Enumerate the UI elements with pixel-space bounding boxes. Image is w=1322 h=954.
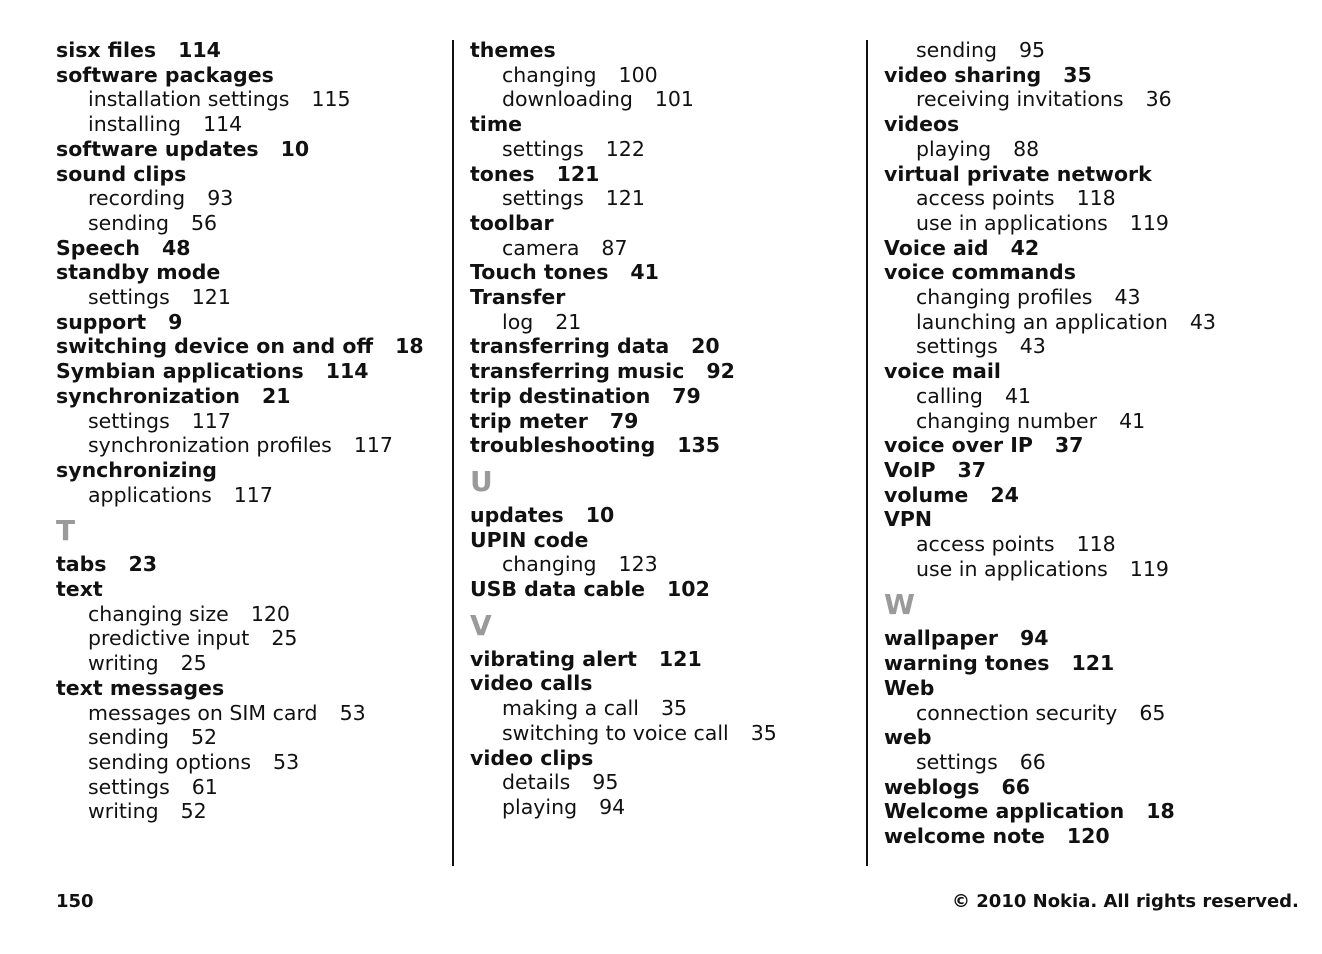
index-subentry: [56, 725, 446, 750]
page-reference: 66: [1001, 774, 1031, 799]
index-subentry: [470, 721, 860, 746]
index-term: applications: [88, 482, 212, 507]
index-entry: [56, 236, 446, 261]
index-term: launching an application: [916, 309, 1168, 334]
index-subentry: [470, 696, 860, 721]
index-term: transferring data: [470, 334, 670, 359]
index-term: sound clips: [56, 161, 187, 186]
page-reference: 92: [706, 359, 735, 384]
index-term: predictive input: [88, 626, 250, 651]
index-subentry: [884, 310, 1304, 335]
page-reference: 42: [1010, 235, 1040, 260]
page-reference: 121: [1071, 651, 1115, 676]
index-entry: [56, 63, 446, 88]
index-term: calling: [916, 383, 983, 408]
index-subentry: [884, 334, 1304, 359]
index-entry: [56, 137, 446, 162]
index-entry: [56, 577, 446, 602]
index-term: videos: [884, 112, 960, 137]
page-reference: 123: [618, 552, 658, 577]
page-reference: 41: [1119, 408, 1146, 433]
page-reference: 35: [1063, 62, 1092, 87]
index-entry: [470, 433, 860, 458]
index-term: tabs: [56, 552, 107, 577]
index-term: Speech: [56, 235, 140, 260]
page-reference: 25: [271, 626, 298, 651]
index-term: connection security: [916, 700, 1118, 725]
page-reference: 18: [1146, 799, 1175, 824]
page-reference: 114: [178, 38, 221, 62]
index-term: settings: [88, 285, 170, 310]
page-reference: 23: [128, 552, 158, 577]
page-reference: 35: [660, 696, 688, 721]
page-reference: 20: [691, 334, 720, 359]
index-term: changing: [502, 62, 597, 87]
index-term: camera: [502, 235, 580, 260]
index-entry: [56, 260, 446, 285]
index-term: synchronization profiles: [88, 433, 332, 458]
index-term: software packages: [56, 62, 274, 87]
index-term: troubleshooting: [470, 433, 656, 458]
index-term: downloading: [502, 87, 633, 112]
index-subentry: [884, 38, 1304, 63]
index-term: playing: [916, 136, 992, 161]
index-term: settings: [502, 136, 584, 161]
index-term: toolbar: [470, 210, 554, 235]
index-term: standby mode: [56, 260, 221, 285]
index-entry: [470, 359, 860, 384]
page-reference: 88: [1013, 136, 1040, 161]
index-entry: [884, 483, 1304, 508]
index-term: volume: [884, 482, 969, 507]
index-term: settings: [916, 334, 998, 359]
page-reference: 43: [1019, 334, 1046, 359]
index-term: Touch tones: [470, 260, 609, 285]
page-reference: 100: [618, 62, 658, 87]
index-term: receiving invitations: [916, 87, 1124, 112]
index-subentry: [56, 211, 446, 236]
index-subentry: [470, 63, 860, 88]
page-reference: 115: [311, 87, 351, 112]
index-term: vibrating alert: [470, 646, 637, 671]
index-term: access points: [916, 186, 1055, 211]
page-reference: 119: [1129, 556, 1169, 581]
section-letter: U: [470, 464, 493, 498]
page-reference: 119: [1129, 210, 1169, 235]
index-term: changing: [502, 552, 597, 577]
index-term: time: [470, 112, 523, 137]
index-subentry: [884, 557, 1304, 582]
index-subentry: [470, 310, 860, 335]
page-reference: 25: [180, 651, 207, 676]
index-term: settings: [502, 186, 584, 211]
page-reference: 135: [677, 433, 721, 458]
index-subentry: [56, 112, 446, 137]
index-term: changing profiles: [916, 285, 1093, 310]
index-subentry: [884, 409, 1304, 434]
page-reference: 122: [605, 136, 645, 161]
index-entry: [56, 162, 446, 187]
index-subentry: [56, 186, 446, 211]
index-term: USB data cable: [470, 577, 646, 602]
page-reference: 53: [339, 700, 366, 725]
index-entry: [56, 359, 446, 384]
index-term: sending options: [88, 749, 252, 774]
page-reference: 117: [353, 433, 393, 458]
index-subentry: [884, 285, 1304, 310]
index-entry: [470, 671, 860, 696]
index-entry: [884, 162, 1304, 187]
index-subentry: [56, 701, 446, 726]
index-term: playing: [502, 794, 578, 819]
index-entry: [470, 384, 860, 409]
index-subentry: [884, 137, 1304, 162]
index-entry: [470, 577, 860, 602]
index-subentry: [470, 770, 860, 795]
page-reference: 102: [667, 577, 710, 602]
index-column-2: [470, 38, 860, 820]
page-reference: 18: [395, 334, 424, 359]
index-term: writing: [88, 799, 159, 824]
index-term: VPN: [884, 507, 933, 532]
index-entry: [884, 458, 1304, 483]
index-subentry: [56, 799, 446, 824]
index-entry: [470, 746, 860, 771]
page-reference: 118: [1076, 532, 1116, 557]
index-term: text messages: [56, 675, 225, 700]
column-divider: [866, 40, 868, 866]
index-term: trip meter: [470, 408, 588, 433]
page-reference: 66: [1019, 749, 1046, 774]
index-entry: [56, 310, 446, 335]
page-reference: 9: [168, 309, 183, 334]
index-subentry: [884, 701, 1304, 726]
page-reference: 121: [605, 186, 645, 211]
index-entry: [884, 676, 1304, 701]
index-entry: [884, 433, 1304, 458]
index-term: sending: [88, 725, 169, 750]
index-term: settings: [88, 774, 170, 799]
page-reference: 52: [180, 799, 207, 824]
index-term: welcome note: [884, 824, 1045, 849]
page-reference: 93: [207, 186, 234, 211]
index-term: voice over IP: [884, 433, 1033, 458]
index-entry: [884, 63, 1304, 88]
index-entry: [884, 260, 1304, 285]
index-subentry: [884, 384, 1304, 409]
index-entry: [470, 334, 860, 359]
copyright-notice: © 2010 Nokia. All rights reserved.: [952, 891, 1299, 912]
index-term: video clips: [470, 745, 594, 770]
page-reference: 95: [1019, 38, 1046, 62]
index-term: text: [56, 577, 103, 602]
index-term: switching device on and off: [56, 334, 374, 359]
page-reference: 114: [203, 112, 243, 137]
index-term: Symbian applications: [56, 359, 304, 384]
index-entry: [884, 775, 1304, 800]
index-entry: [470, 112, 860, 137]
index-entry: [56, 676, 446, 701]
page-reference: 21: [262, 383, 291, 408]
column-divider: [452, 40, 454, 866]
index-term: virtual private network: [884, 161, 1152, 186]
index-term: use in applications: [916, 210, 1108, 235]
index-term: Voice aid: [884, 235, 989, 260]
index-term: tones: [470, 161, 535, 186]
index-subentry: [56, 433, 446, 458]
index-term: installing: [88, 112, 182, 137]
index-subentry: [56, 285, 446, 310]
page-reference: 120: [250, 601, 290, 626]
page-reference: 41: [630, 260, 659, 285]
page-reference: 87: [601, 235, 628, 260]
index-term: Transfer: [470, 285, 566, 310]
index-term: UPIN code: [470, 527, 589, 552]
page-reference: 37: [957, 457, 987, 482]
index-term: updates: [470, 502, 564, 527]
index-term: installation settings: [88, 87, 290, 112]
index-term: VoIP: [884, 457, 936, 482]
index-subentry: [884, 750, 1304, 775]
page-reference: 79: [609, 408, 639, 433]
section-letter: W: [884, 588, 915, 622]
index-entry: [884, 824, 1304, 849]
index-term: settings: [88, 408, 170, 433]
page-reference: 24: [990, 482, 1019, 507]
index-term: Welcome application: [884, 799, 1125, 824]
index-term: trip destination: [470, 383, 651, 408]
index-term: use in applications: [916, 556, 1108, 581]
index-subentry: [56, 409, 446, 434]
index-term: settings: [916, 749, 998, 774]
page-reference: 21: [555, 309, 582, 334]
page-reference: 114: [325, 359, 369, 384]
index-entry: [470, 260, 860, 285]
page-reference: 79: [672, 383, 701, 408]
page-reference: 41: [1004, 383, 1032, 408]
index-term: software updates: [56, 136, 259, 161]
index-column-1: [56, 38, 446, 824]
index-term: video calls: [470, 671, 593, 696]
index-subentry: [470, 552, 860, 577]
index-entry: [884, 725, 1304, 750]
index-entry: [470, 647, 860, 672]
page-reference: 65: [1139, 700, 1166, 725]
index-entry: [470, 211, 860, 236]
index-subentry: [470, 186, 860, 211]
page-reference: 121: [556, 161, 600, 186]
index-entry: [470, 38, 860, 63]
page-reference: 117: [191, 408, 231, 433]
index-term: voice mail: [884, 359, 1001, 384]
index-subentry: [56, 750, 446, 775]
page-reference: 101: [654, 87, 694, 112]
page-reference: 53: [273, 749, 300, 774]
index-entry: [56, 38, 446, 63]
page-reference: 121: [658, 646, 702, 671]
index-term: writing: [88, 651, 159, 676]
page-reference: 48: [162, 235, 191, 260]
index-term: weblogs: [884, 774, 980, 799]
index-entry: [56, 552, 446, 577]
index-term: changing size: [88, 601, 229, 626]
index-entry: [884, 799, 1304, 824]
index-subentry: [470, 795, 860, 820]
page-reference: 120: [1066, 824, 1110, 849]
index-term: themes: [470, 38, 556, 62]
index-entry: [884, 112, 1304, 137]
page-reference: 61: [191, 774, 218, 799]
index-entry: [470, 162, 860, 187]
index-entry: [884, 359, 1304, 384]
index-term: making a call: [502, 696, 639, 721]
index-term: video sharing: [884, 62, 1042, 87]
index-term: sending: [88, 210, 169, 235]
index-term: changing number: [916, 408, 1098, 433]
page-number: 150: [56, 891, 94, 912]
page-reference: 35: [750, 720, 777, 745]
index-subentry: [884, 211, 1304, 236]
index-term: messages on SIM card: [88, 700, 318, 725]
index-term: support: [56, 309, 147, 334]
page-reference: 118: [1076, 186, 1116, 211]
index-column-3: [884, 38, 1304, 849]
index-entry: [470, 285, 860, 310]
index-subentry: [884, 87, 1304, 112]
index-subentry: [884, 186, 1304, 211]
index-term: wallpaper: [884, 626, 999, 651]
index-entry: [884, 626, 1304, 651]
index-entry: [470, 528, 860, 553]
index-term: log: [502, 309, 534, 334]
index-term: synchronization: [56, 383, 240, 408]
index-subentry: [56, 87, 446, 112]
page-reference: 37: [1054, 433, 1084, 458]
page-reference: 43: [1114, 285, 1141, 310]
index-entry: [884, 236, 1304, 261]
index-term: sisx files: [56, 38, 157, 62]
page-reference: 121: [191, 285, 231, 310]
page-reference: 43: [1189, 309, 1216, 334]
index-subentry: [56, 483, 446, 508]
index-entry: [470, 409, 860, 434]
page-reference: 94: [599, 794, 626, 819]
index-subentry: [470, 137, 860, 162]
index-subentry: [56, 626, 446, 651]
index-entry: [56, 458, 446, 483]
page-reference: 10: [280, 136, 310, 161]
index-entry: [470, 503, 860, 528]
page-reference: 95: [592, 770, 619, 795]
index-entry: [56, 384, 446, 409]
index-term: sending: [916, 38, 997, 62]
index-entry: [884, 651, 1304, 676]
index-term: transferring music: [470, 359, 685, 384]
index-entry: [56, 334, 446, 359]
section-letter: V: [470, 608, 492, 642]
index-term: Web: [884, 675, 935, 700]
page-reference: 117: [233, 482, 273, 507]
index-term: web: [884, 725, 932, 750]
section-letter: T: [56, 514, 76, 548]
page-reference: 52: [191, 725, 218, 750]
index-subentry: [884, 532, 1304, 557]
index-subentry: [56, 775, 446, 800]
index-term: switching to voice call: [502, 720, 729, 745]
page-reference: 10: [585, 502, 615, 527]
index-entry: [884, 507, 1304, 532]
index-term: warning tones: [884, 651, 1050, 676]
index-term: voice commands: [884, 260, 1076, 285]
index-term: details: [502, 770, 571, 795]
index-term: access points: [916, 532, 1055, 557]
page-reference: 56: [191, 210, 218, 235]
index-term: recording: [88, 186, 186, 211]
index-subentry: [56, 651, 446, 676]
index-term: synchronizing: [56, 457, 217, 482]
index-subentry: [56, 602, 446, 627]
page-reference: 94: [1020, 626, 1049, 651]
index-subentry: [470, 87, 860, 112]
page-reference: 36: [1145, 87, 1172, 112]
index-subentry: [470, 236, 860, 261]
